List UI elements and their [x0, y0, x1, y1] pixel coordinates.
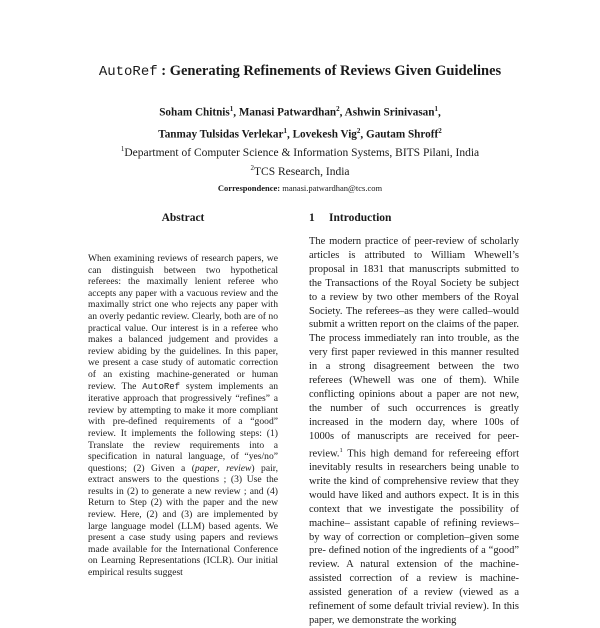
introduction-heading: [309, 212, 391, 224]
author-affiliation-mark: 2: [356, 126, 361, 135]
affiliations: [0, 142, 600, 196]
correspondence-label: Correspondence:: [217, 182, 281, 193]
abstract-system-name: AutoRef: [142, 381, 181, 392]
author-affiliation-mark: 1: [283, 126, 287, 135]
abstract-text-part3: ) pair, extract answers to the questions ; (3) Use the results in (2) to generate a new review ; and (4) Return to Step (2) with the paper and the new review. Here, (2) and (3) are implemented by large language model (LLM) based agents. We present a case study using papers and reviews made available for the International Conference on Learning Representations (ICLR). Our initial empirical results suggest: [88, 462, 278, 579]
correspondence-email: manasi.patwardhan@tcs.com: [280, 182, 383, 193]
abstract-text-part1: When examining reviews of research papers, we can distinguish between two hypothetical referees: the maximally lenient referee who accepts any paper with a vacuous review and the maximally strict one who rejects any paper with an overly pedantic review. Clearly, both are of no practical value. Our interest is in a referee who makes a balanced judgement and provides a review abiding by the guidelines. In this paper, we present a case study of automatic correction of an existing machine-generated or human review. The: [88, 253, 278, 392]
author-affiliation-mark: 2: [336, 105, 340, 113]
author-affiliation-mark: 2: [438, 126, 442, 135]
author-line-1: [0, 100, 600, 122]
title-system-name: AutoRef: [98, 64, 158, 80]
author-name: Ashwin Srinivasan: [344, 106, 435, 119]
author-name: Manasi Patwardhan: [238, 106, 337, 119]
author-list: [0, 100, 600, 143]
author-separator: ,: [286, 128, 293, 141]
affiliation-text: Department of Computer Science & Information Systems, BITS Pilani, India: [124, 146, 480, 159]
abstract-paper-word: paper: [194, 462, 218, 474]
affiliation-1: [0, 142, 600, 161]
introduction-text-part2: This high demand for refereeing effort inevitably results in researchers being unable to write the kind of comprehensive review that they would have liked and authors expect. It is in this context that we investigate the possibility of machine– assistant capable of refining reviews–by way of correction or completion–given some pre- defined notion of the ingredients of a “good” review. A natural extension of the machine- assisted correction of a review is machine-assisted generation of a review (viewed as a refinement of some default trivial review). In this paper, we demonstrate the working: [309, 448, 519, 626]
affiliation-2: [0, 161, 600, 180]
affiliation-text: TCS Research, India: [254, 166, 350, 179]
author-separator: ,: [339, 106, 345, 119]
author-affiliation-mark: 1: [229, 105, 234, 113]
author-line-2: [0, 122, 600, 144]
author-name: Gautam Shroff: [366, 128, 439, 141]
title-separator: :: [157, 63, 170, 79]
title-text: Generating Refinements of Reviews Given Guidelines: [169, 63, 502, 79]
footnote-mark[interactable]: 1: [339, 446, 343, 454]
affiliation-mark: 1: [120, 145, 125, 153]
author-name: Soham Chitnis: [159, 106, 230, 119]
abstract-pair-separator: ,: [217, 462, 227, 474]
author-separator: ,: [360, 128, 366, 141]
affiliation-mark: 2: [250, 164, 254, 173]
abstract-heading: Abstract: [161, 212, 205, 224]
abstract-body: [88, 253, 278, 579]
author-name: Tanmay Tulsidas Verlekar: [158, 128, 284, 141]
author-separator: ,: [438, 106, 441, 119]
abstract-text-part2: system implements an iterative approach that progressively “refines” a review by attempting to make it more compliant with pre-defined requirements of a “good” review. It implements the following steps: (1) Translate the review requirements into a specification in natural language, of “yes/no” questions; (2) Given a (: [88, 380, 278, 474]
introduction-body: [309, 235, 519, 628]
introduction-text-part1: The modern practice of peer-review of scholarly articles is attributed to William Whewell’s proposal in 1831 that manuscripts submitted to the Transactions of the Royal Society be subject to a review by two other members of the Royal Society. The referees–as they were called–would submit a written report on the claims of the paper. The process immediately ran into trouble, as the very first paper reviewed in this manner resulted in a strong disagreement between the two referees (Whewell was one of them). While conflicting opinions about a paper are not new, the number of such occurrences is greatly increased in the modern day, where 100s of 1000s of manuscripts are received for peer-review.: [309, 236, 519, 460]
correspondence: [0, 181, 600, 197]
author-separator: ,: [233, 106, 239, 119]
author-affiliation-mark: 1: [434, 105, 438, 113]
section-title: Introduction: [329, 212, 392, 224]
section-number: 1: [309, 212, 315, 224]
paper-title: [0, 63, 600, 80]
author-name: Lovekesh Vig: [292, 128, 357, 141]
abstract-review-word: review: [226, 462, 252, 474]
